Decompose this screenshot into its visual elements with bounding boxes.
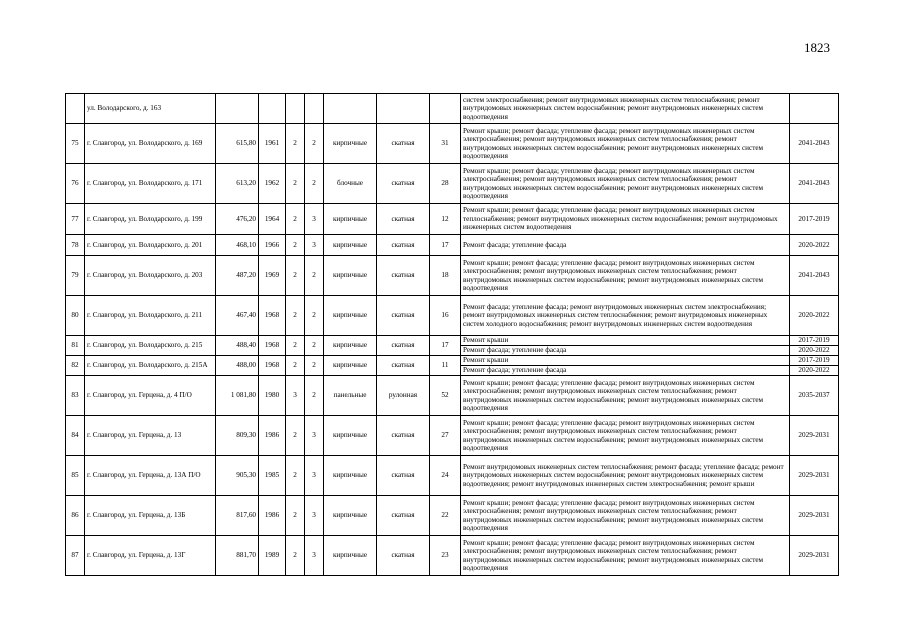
wall-material-cell: кирпичные: [324, 536, 377, 576]
address-cell: г. Славгород, ул. Володарского, д. 169: [85, 124, 216, 164]
row-number: 77: [66, 204, 85, 235]
row-number: 78: [66, 235, 85, 256]
period-cell: 2029-2031: [790, 456, 839, 496]
year-cell: 1961: [259, 124, 286, 164]
apartments-cell: 23: [430, 536, 461, 576]
apartments-cell: [430, 94, 461, 124]
table-row: [66, 416, 839, 456]
row-number: 79: [66, 256, 85, 296]
period-cell: 2017-2019: [790, 336, 839, 346]
table-row: [66, 256, 839, 296]
page-number: 1823: [804, 40, 830, 55]
wall-material-cell: кирпичные: [324, 456, 377, 496]
table-row: [66, 456, 839, 496]
year-cell: [259, 94, 286, 124]
row-number: 75: [66, 124, 85, 164]
address-cell: г. Славгород, ул. Володарского, д. 203: [85, 256, 216, 296]
works-cell: Ремонт крыши; ремонт фасада; утепление фасада; ремонт внутридомовых инженерных систем электроснабжения; ремонт внутридомовых инженерных систем теплоснабжения; ремонт внутридомовых инженерных систем водоснабжения; ремонт внутридомовых инженерных систем водоотведения: [461, 536, 790, 576]
address-cell: г. Славгород, ул. Володарского, д. 215А: [85, 356, 216, 376]
area-cell: 817,60: [216, 496, 259, 536]
works-cell: Ремонт крыши; ремонт фасада; утепление фасада; ремонт внутридомовых инженерных систем электроснабжения; ремонт внутридомовых инженерных систем теплоснабжения; ремонт внутридомовых инженерных систем водоснабжения; ремонт внутридомовых инженерных систем водоотведения: [461, 496, 790, 536]
address-cell: г. Славгород, ул. Володарского, д. 211: [85, 296, 216, 336]
works-cell: Ремонт фасада; утепление фасада: [461, 235, 790, 256]
period-cell: 2017-2019: [790, 204, 839, 235]
floors-cell: 2: [286, 536, 305, 576]
entrances-cell: 2: [305, 256, 324, 296]
period-cell: 2035-2037: [790, 376, 839, 416]
works-cell: Ремонт фасада; утепление фасада: [461, 366, 790, 376]
roof-type-cell: рулонная: [377, 376, 430, 416]
floors-cell: [286, 94, 305, 124]
floors-cell: 2: [286, 336, 305, 356]
year-cell: 1968: [259, 296, 286, 336]
floors-cell: 2: [286, 456, 305, 496]
period-cell: 2041-2043: [790, 164, 839, 204]
wall-material-cell: блочные: [324, 164, 377, 204]
wall-material-cell: кирпичные: [324, 256, 377, 296]
works-cell: Ремонт крыши; ремонт фасада; утепление фасада; ремонт внутридомовых инженерных систем электроснабжения; ремонт внутридомовых инженерных систем теплоснабжения; ремонт внутридомовых инженерных систем водоснабжения; ремонт внутридомовых инженерных систем водоотведения: [461, 376, 790, 416]
period-cell: 2029-2031: [790, 536, 839, 576]
area-cell: 881,70: [216, 536, 259, 576]
table-row: [66, 164, 839, 204]
entrances-cell: [305, 94, 324, 124]
floors-cell: 2: [286, 356, 305, 376]
floors-cell: 2: [286, 296, 305, 336]
table-row: [66, 94, 839, 124]
works-cell: Ремонт крыши; ремонт фасада; утепление фасада; ремонт внутридомовых инженерных систем электроснабжения; ремонт внутридомовых инженерных систем теплоснабжения; ремонт внутридомовых инженерных систем водоснабжения; ремонт внутридомовых инженерных систем водоотведения: [461, 416, 790, 456]
area-cell: 468,10: [216, 235, 259, 256]
apartments-cell: 27: [430, 416, 461, 456]
entrances-cell: 2: [305, 336, 324, 356]
housing-registry-table: [65, 93, 839, 576]
floors-cell: 2: [286, 416, 305, 456]
roof-type-cell: скатная: [377, 296, 430, 336]
year-cell: 1986: [259, 496, 286, 536]
period-cell: 2017-2019: [790, 356, 839, 366]
works-cell: Ремонт крыши; ремонт фасада; утепление фасада; ремонт внутридомовых инженерных систем электроснабжения; ремонт внутридомовых инженерных систем теплоснабжения; ремонт внутридомовых инженерных систем водоснабжения; ремонт внутридомовых инженерных систем водоотведения: [461, 256, 790, 296]
area-cell: 905,30: [216, 456, 259, 496]
wall-material-cell: кирпичные: [324, 336, 377, 356]
row-number: 83: [66, 376, 85, 416]
wall-material-cell: кирпичные: [324, 496, 377, 536]
year-cell: 1966: [259, 235, 286, 256]
year-cell: 1980: [259, 376, 286, 416]
entrances-cell: 2: [305, 296, 324, 336]
table-row: [66, 235, 839, 256]
period-cell: 2020-2022: [790, 366, 839, 376]
area-cell: 476,20: [216, 204, 259, 235]
entrances-cell: 3: [305, 235, 324, 256]
apartments-cell: 16: [430, 296, 461, 336]
works-cell: Ремонт внутридомовых инженерных систем теплоснабжения; ремонт фасада; утепление фасада; ремонт внутридомовых инженерных систем водоснабжения; ремонт внутридомовых инженерных систем водоотведения; ремонт внутридомовых инженерных систем электроснабжения; ремонт крыши: [461, 456, 790, 496]
wall-material-cell: панельные: [324, 376, 377, 416]
roof-type-cell: [377, 94, 430, 124]
apartments-cell: 18: [430, 256, 461, 296]
table-row: [66, 336, 839, 346]
works-cell: Ремонт фасада; утепление фасада: [461, 346, 790, 356]
floors-cell: 2: [286, 204, 305, 235]
apartments-cell: 22: [430, 496, 461, 536]
floors-cell: 2: [286, 124, 305, 164]
entrances-cell: 2: [305, 164, 324, 204]
apartments-cell: 11: [430, 356, 461, 376]
works-cell: Ремонт крыши; ремонт фасада; утепление фасада; ремонт внутридомовых инженерных систем электроснабжения; ремонт внутридомовых инженерных систем теплоснабжения; ремонт внутридомовых инженерных систем водоснабжения; ремонт внутридомовых инженерных систем водоотведения: [461, 124, 790, 164]
apartments-cell: 24: [430, 456, 461, 496]
row-number: 85: [66, 456, 85, 496]
entrances-cell: 3: [305, 536, 324, 576]
period-cell: 2029-2031: [790, 496, 839, 536]
area-cell: 488,00: [216, 356, 259, 376]
works-cell: Ремонт крыши: [461, 336, 790, 346]
table-row: [66, 296, 839, 336]
works-cell: Ремонт фасада; утепление фасада; ремонт внутридомовых инженерных систем электроснабжения; ремонт внутридомовых инженерных систем теплоснабжения; ремонт внутридомовых инженерных систем холодного водоснабжения; ремонт внутридомовых инженерных систем водоотведения: [461, 296, 790, 336]
year-cell: 1968: [259, 356, 286, 376]
address-cell: г. Славгород, ул. Герцена, д. 13Б: [85, 496, 216, 536]
address-cell: г. Славгород, ул. Володарского, д. 199: [85, 204, 216, 235]
roof-type-cell: скатная: [377, 124, 430, 164]
address-cell: г. Славгород, ул. Герцена, д. 13А П/О: [85, 456, 216, 496]
area-cell: 809,30: [216, 416, 259, 456]
period-cell: 2020-2022: [790, 235, 839, 256]
apartments-cell: 28: [430, 164, 461, 204]
roof-type-cell: скатная: [377, 256, 430, 296]
roof-type-cell: скатная: [377, 496, 430, 536]
floors-cell: 2: [286, 235, 305, 256]
entrances-cell: 3: [305, 204, 324, 235]
period-cell: 2029-2031: [790, 416, 839, 456]
table-row: [66, 496, 839, 536]
address-cell: ул. Володарского, д. 163: [85, 94, 216, 124]
apartments-cell: 17: [430, 336, 461, 356]
row-number: 82: [66, 356, 85, 376]
year-cell: 1989: [259, 536, 286, 576]
year-cell: 1969: [259, 256, 286, 296]
apartments-cell: 52: [430, 376, 461, 416]
period-cell: 2041-2043: [790, 124, 839, 164]
wall-material-cell: кирпичные: [324, 296, 377, 336]
row-number: 80: [66, 296, 85, 336]
area-cell: [216, 94, 259, 124]
table-row: [66, 356, 839, 366]
works-cell: систем электроснабжения; ремонт внутридомовых инженерных систем теплоснабжения; ремонт внутридомовых инженерных систем водоснабжения; ремонт внутридомовых инженерных систем водоотведения: [461, 94, 790, 124]
entrances-cell: 2: [305, 376, 324, 416]
floors-cell: 2: [286, 496, 305, 536]
apartments-cell: 17: [430, 235, 461, 256]
floors-cell: 2: [286, 256, 305, 296]
year-cell: 1985: [259, 456, 286, 496]
period-cell: [790, 94, 839, 124]
roof-type-cell: скатная: [377, 235, 430, 256]
wall-material-cell: [324, 94, 377, 124]
area-cell: 613,20: [216, 164, 259, 204]
year-cell: 1986: [259, 416, 286, 456]
address-cell: г. Славгород, ул. Володарского, д. 171: [85, 164, 216, 204]
table-row: [66, 536, 839, 576]
works-cell: Ремонт крыши; ремонт фасада; утепление фасада; ремонт внутридомовых инженерных систем теплоснабжения; ремонт внутридомовых инженерных систем водоснабжения; ремонт внутридомовых инженерных систем водоотведения: [461, 204, 790, 235]
period-cell: 2020-2022: [790, 296, 839, 336]
row-number: 86: [66, 496, 85, 536]
area-cell: 1 081,80: [216, 376, 259, 416]
area-cell: 487,20: [216, 256, 259, 296]
wall-material-cell: кирпичные: [324, 356, 377, 376]
entrances-cell: 3: [305, 416, 324, 456]
wall-material-cell: кирпичные: [324, 204, 377, 235]
roof-type-cell: скатная: [377, 164, 430, 204]
roof-type-cell: скатная: [377, 416, 430, 456]
apartments-cell: 31: [430, 124, 461, 164]
address-cell: г. Славгород, ул. Герцена, д. 13Г: [85, 536, 216, 576]
floors-cell: 3: [286, 376, 305, 416]
roof-type-cell: скатная: [377, 336, 430, 356]
entrances-cell: 3: [305, 496, 324, 536]
period-cell: 2020-2022: [790, 346, 839, 356]
year-cell: 1962: [259, 164, 286, 204]
table-row: [66, 124, 839, 164]
roof-type-cell: скатная: [377, 456, 430, 496]
wall-material-cell: кирпичные: [324, 124, 377, 164]
row-number: [66, 94, 85, 124]
roof-type-cell: скатная: [377, 536, 430, 576]
row-number: 76: [66, 164, 85, 204]
apartments-cell: 12: [430, 204, 461, 235]
row-number: 84: [66, 416, 85, 456]
area-cell: 467,40: [216, 296, 259, 336]
period-cell: 2041-2043: [790, 256, 839, 296]
address-cell: г. Славгород, ул. Герцена, д. 13: [85, 416, 216, 456]
wall-material-cell: кирпичные: [324, 416, 377, 456]
works-cell: Ремонт крыши; ремонт фасада; утепление фасада; ремонт внутридомовых инженерных систем электроснабжения; ремонт внутридомовых инженерных систем теплоснабжения; ремонт внутридомовых инженерных систем водоснабжения; ремонт внутридомовых инженерных систем водоотведения: [461, 164, 790, 204]
table-row: [66, 376, 839, 416]
table-row: [66, 204, 839, 235]
floors-cell: 2: [286, 164, 305, 204]
year-cell: 1968: [259, 336, 286, 356]
year-cell: 1964: [259, 204, 286, 235]
wall-material-cell: кирпичные: [324, 235, 377, 256]
address-cell: г. Славгород, ул. Володарского, д. 215: [85, 336, 216, 356]
area-cell: 488,40: [216, 336, 259, 356]
entrances-cell: 3: [305, 456, 324, 496]
entrances-cell: 2: [305, 124, 324, 164]
row-number: 87: [66, 536, 85, 576]
table-body: [66, 94, 839, 576]
entrances-cell: 2: [305, 356, 324, 376]
roof-type-cell: скатная: [377, 204, 430, 235]
address-cell: г. Славгород, ул. Володарского, д. 201: [85, 235, 216, 256]
roof-type-cell: скатная: [377, 356, 430, 376]
row-number: 81: [66, 336, 85, 356]
area-cell: 615,80: [216, 124, 259, 164]
works-cell: Ремонт крыши: [461, 356, 790, 366]
address-cell: г. Славгород, ул. Герцена, д. 4 П/О: [85, 376, 216, 416]
